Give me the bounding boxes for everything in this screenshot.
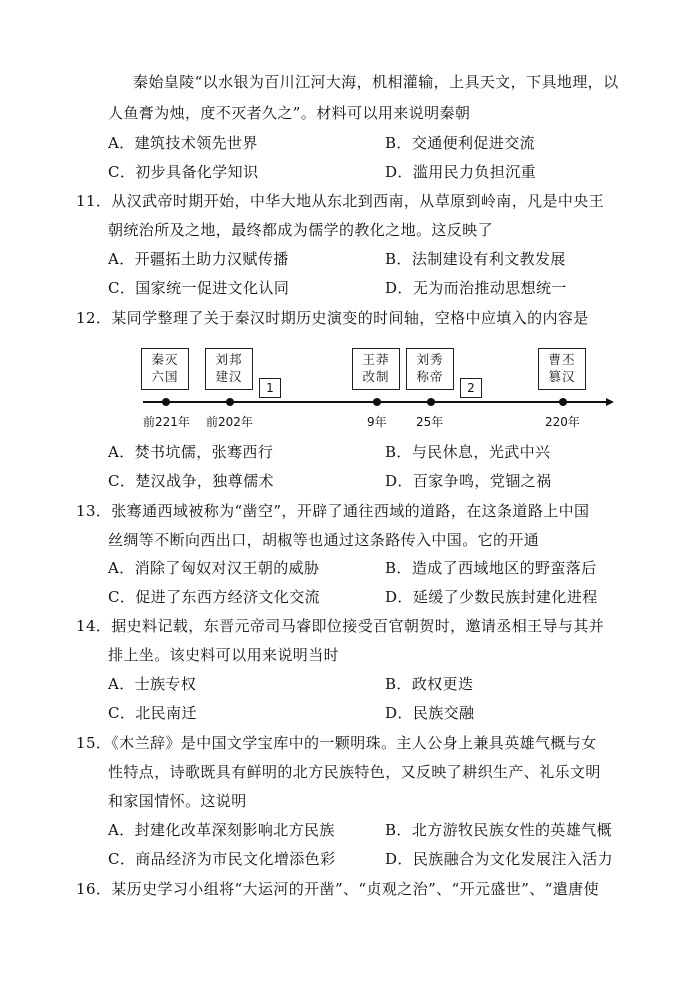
timeline-year: 220年 [545, 415, 580, 429]
timeline-event-box [538, 348, 586, 390]
q12-option-d: D．百家争鸣，党锢之祸 [385, 472, 552, 490]
q15-stem-line-2: 性特点，诗歌既具有鲜明的北方民族特色，又反映了耕织生产、礼乐文明 [108, 763, 601, 781]
timeline-blank-1: 1 [259, 378, 281, 398]
timeline-event-box [141, 348, 189, 390]
timeline-dot [559, 398, 567, 406]
timeline-event-label: 王莽 [362, 352, 390, 367]
timeline-dot [373, 398, 381, 406]
timeline-event-label: 建汉 [215, 369, 243, 384]
q10-option-d: D．滥用民力负担沉重 [385, 163, 537, 181]
q11-option-d: D．无为而治推动思想统一 [385, 279, 567, 297]
timeline-event-label: 刘秀 [416, 352, 444, 367]
q14-option-c: C．北民南迁 [108, 704, 197, 722]
q16-stem-line-1: 16．某历史学习小组将“大运河的开凿”、“贞观之治”、“开元盛世”、“遣唐使 [76, 880, 599, 898]
q14-option-b: B．政权更迭 [385, 675, 474, 693]
timeline-dot [226, 398, 234, 406]
q12-option-b: B．与民休息，光武中兴 [385, 443, 551, 461]
timeline-year: 前221年 [143, 415, 190, 429]
timeline-event-label: 篡汉 [548, 369, 576, 384]
q10-stem-line-2: 人鱼膏为烛，度不灭者久之”。材料可以用来说明秦朝 [108, 104, 471, 122]
q12-option-c: C．楚汉战争，独尊儒术 [108, 472, 274, 490]
q14-option-d: D．民族交融 [385, 704, 475, 722]
timeline-event-box [406, 348, 454, 390]
timeline-dot [427, 398, 435, 406]
q11-option-b: B．法制建设有利文教发展 [385, 250, 566, 268]
q14-option-a: A．士族专权 [108, 675, 197, 693]
timeline-blank-2: 2 [460, 378, 482, 398]
timeline-event-label: 六国 [151, 369, 179, 384]
q10-option-a: A．建筑技术领先世界 [108, 134, 258, 152]
timeline-event-label: 称帝 [416, 369, 444, 384]
q13-option-a: A．消除了匈奴对汉王朝的威胁 [108, 559, 320, 577]
q10-option-b: B．交通便利促进交流 [385, 134, 536, 152]
q13-option-b: B．造成了西域地区的野蛮落后 [385, 559, 597, 577]
timeline-year: 前202年 [206, 415, 253, 429]
q11-option-a: A．开疆拓土助力汉赋传播 [108, 250, 289, 268]
q12-stem-line-1: 12．某同学整理了关于秦汉时期历史演变的时间轴，空格中应填入的内容是 [76, 309, 589, 327]
q13-stem-line-2: 丝绸等不断向西出口，胡椒等也通过这条路传入中国。它的开通 [108, 531, 540, 549]
timeline-year: 9年 [367, 415, 387, 429]
q13-option-c: C．促进了东西方经济文化交流 [108, 588, 321, 606]
q15-option-b: B．北方游牧民族女性的英雄气概 [385, 821, 613, 839]
timeline-event-label: 曹丕 [548, 352, 576, 367]
q10-option-c: C．初步具备化学知识 [108, 163, 259, 181]
timeline-year: 25年 [416, 415, 444, 429]
timeline-event-box [205, 348, 253, 390]
q14-stem-line-2: 排上坐。该史料可以用来说明当时 [108, 646, 340, 664]
timeline-event-label: 刘邦 [215, 352, 243, 367]
q15-option-c: C．商品经济为市民文化增添色彩 [108, 850, 336, 868]
q15-option-d: D．民族融合为文化发展注入活力 [385, 850, 614, 868]
q15-stem-line-1: 15．《木兰辞》是中国文学宝库中的一颗明珠。主人公身上兼具英雄气概与女 [76, 734, 597, 752]
timeline-arrow-icon [606, 398, 614, 406]
timeline-dot [162, 398, 170, 406]
q11-stem-line-1: 11．从汉武帝时期开始，中华大地从东北到西南，从草原到岭南，凡是中央王 [76, 192, 605, 210]
q15-stem-line-3: 和家国情怀。这说明 [108, 792, 247, 810]
timeline-event-label: 秦灭 [151, 352, 179, 367]
timeline-event-box [352, 348, 400, 390]
q14-stem-line-1: 14．据史料记载，东晋元帝司马睿即位接受百官朝贺时，邀请丞相王导与其并 [76, 617, 605, 635]
q15-option-a: A．封建化改革深刻影响北方民族 [108, 821, 335, 839]
q13-stem-line-1: 13．张骞通西域被称为“凿空”，开辟了通往西域的道路，在这条道路上中国 [76, 502, 590, 520]
q13-option-d: D．延缓了少数民族封建化进程 [385, 588, 598, 606]
q11-option-c: C．国家统一促进文化认同 [108, 279, 290, 297]
q11-stem-line-2: 朝统治所及之地，最终都成为儒学的教化之地。这反映了 [108, 221, 494, 239]
q10-stem-line-1: 秦始皇陵“以水银为百川江河大海，机相灌输，上具天文，下具地理，以 [133, 73, 619, 91]
q12-option-a: A．焚书坑儒，张骞西行 [108, 443, 274, 461]
timeline-event-label: 改制 [362, 369, 390, 384]
